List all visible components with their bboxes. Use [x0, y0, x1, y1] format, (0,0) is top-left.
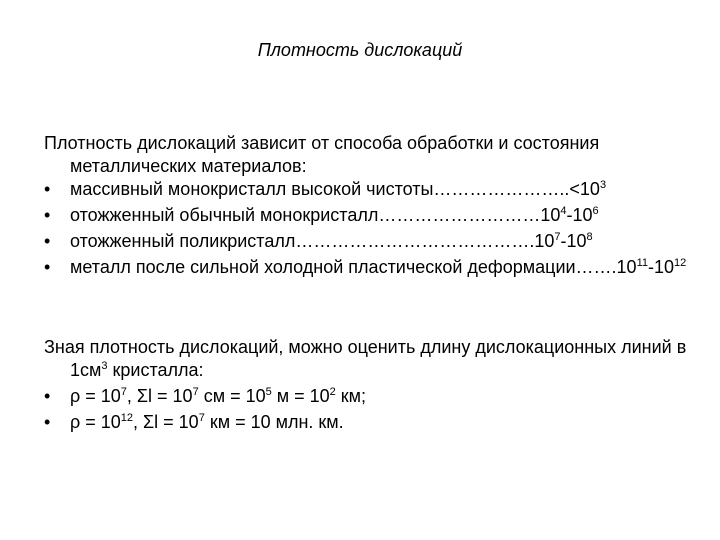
item-text: отожженный поликристалл………………………………….10	[70, 231, 555, 251]
exponent: 12	[674, 257, 687, 269]
formula-part: км;	[335, 386, 367, 406]
formula-part: , Σl = 10	[126, 386, 193, 406]
item-text: отожженный обычный монокристалл………………………10	[70, 205, 561, 225]
formula-part: ρ = 10	[70, 386, 121, 406]
density-intro: Плотность дислокаций зависит от способа обработки и состояния металлических материалов:	[44, 133, 600, 176]
bullet-icon: •	[44, 386, 51, 406]
formula-part: ρ = 10	[70, 412, 121, 432]
exponent: 5	[265, 386, 272, 398]
exponent: 7	[192, 386, 199, 398]
item-text: массивный монокристалл высокой чистоты…………………..<10	[70, 179, 600, 199]
list-item	[44, 204, 694, 230]
item-range: -10	[560, 231, 587, 251]
exponent: 3	[599, 179, 607, 191]
exponent: 6	[592, 205, 599, 217]
list-item	[44, 411, 694, 437]
exponent: 7	[554, 231, 561, 243]
exponent: 7	[198, 412, 205, 424]
item-range: -10	[648, 257, 675, 277]
exponent: 2	[329, 386, 336, 398]
intro-text: Зная плотность дислокаций, можно оценить длину дислокационных линий в 1см	[44, 337, 687, 380]
item-text: металл после сильной холодной пластической деформации…….10	[70, 257, 637, 277]
list-item	[44, 230, 694, 256]
bullet-icon: •	[44, 179, 51, 199]
exponent: 3	[101, 360, 108, 372]
formula-part: км = 10 млн. км.	[204, 412, 344, 432]
exponent: 8	[586, 231, 593, 243]
intro-text-end: кристалла:	[107, 360, 204, 380]
formula-part: , Σl = 10	[133, 412, 199, 432]
formula-part: см = 10	[198, 386, 266, 406]
density-list	[44, 178, 694, 282]
length-intro	[44, 336, 694, 385]
list-item	[44, 385, 694, 411]
bullet-icon: •	[44, 412, 51, 432]
item-range: -10	[566, 205, 593, 225]
bullet-icon: •	[44, 231, 51, 251]
slide-title: Плотность дислокаций	[257, 40, 463, 60]
bullet-icon: •	[44, 205, 51, 225]
length-list	[44, 385, 694, 437]
list-item	[44, 178, 694, 204]
exponent: 4	[560, 205, 567, 217]
length-section	[44, 336, 694, 437]
exponent: 7	[120, 386, 127, 398]
exponent: 11	[636, 257, 648, 269]
list-item	[44, 256, 694, 282]
bullet-icon: •	[44, 257, 51, 277]
density-section	[44, 132, 694, 282]
formula-part: м = 10	[271, 386, 330, 406]
exponent: 12	[120, 412, 134, 424]
